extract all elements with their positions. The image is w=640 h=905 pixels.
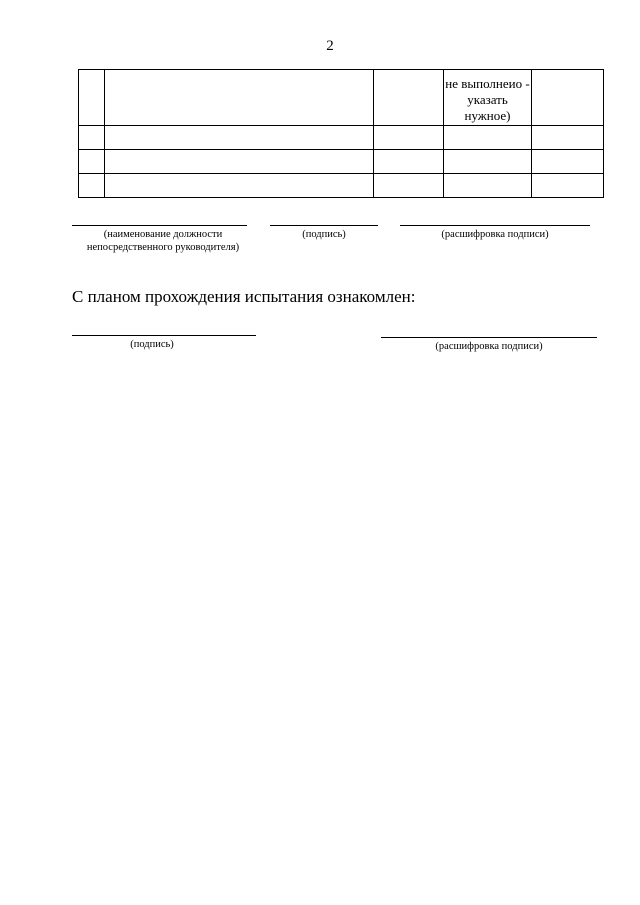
table-cell (79, 150, 105, 174)
table-row (79, 126, 604, 150)
table-cell (374, 174, 444, 198)
page-number: 2 (326, 38, 334, 54)
table-cell (532, 126, 604, 150)
supervisor-decoding-line (400, 225, 590, 226)
position-caption: (наименование должности непосредственного руководителя) (86, 229, 240, 253)
supervisor-decoding-caption: (расшифровка подписи) (441, 229, 549, 240)
table-cell (444, 150, 532, 174)
test-plan-table (78, 69, 604, 198)
employee-signature-caption: (подпись) (130, 339, 174, 350)
table-row (79, 150, 604, 174)
table-row (79, 174, 604, 198)
table-cell (79, 70, 105, 126)
table-cell (374, 126, 444, 150)
table-cell (105, 174, 374, 198)
table-cell (105, 150, 374, 174)
table-cell (532, 174, 604, 198)
table-cell (79, 126, 105, 150)
table-cell (374, 70, 444, 126)
table-cell (105, 126, 374, 150)
position-signature-line (72, 225, 247, 226)
employee-decoding-caption: (расшифровка подписи) (435, 341, 543, 352)
table-cell (444, 70, 532, 126)
table-cell (444, 126, 532, 150)
table-cell (532, 150, 604, 174)
acquaintance-statement: С планом прохождения испытания ознакомлен: (72, 287, 416, 306)
employee-signature-line (72, 335, 256, 336)
table-cell (79, 174, 105, 198)
supervisor-signature-caption: (подпись) (302, 229, 346, 240)
table-cell (444, 174, 532, 198)
table-cell (532, 70, 604, 126)
supervisor-signature-line (270, 225, 378, 226)
table-cell (374, 150, 444, 174)
status-note: не выполнеио - указать нужное) (445, 76, 530, 123)
table-cell (105, 70, 374, 126)
employee-decoding-line (381, 337, 597, 338)
table-header-row (79, 70, 604, 126)
